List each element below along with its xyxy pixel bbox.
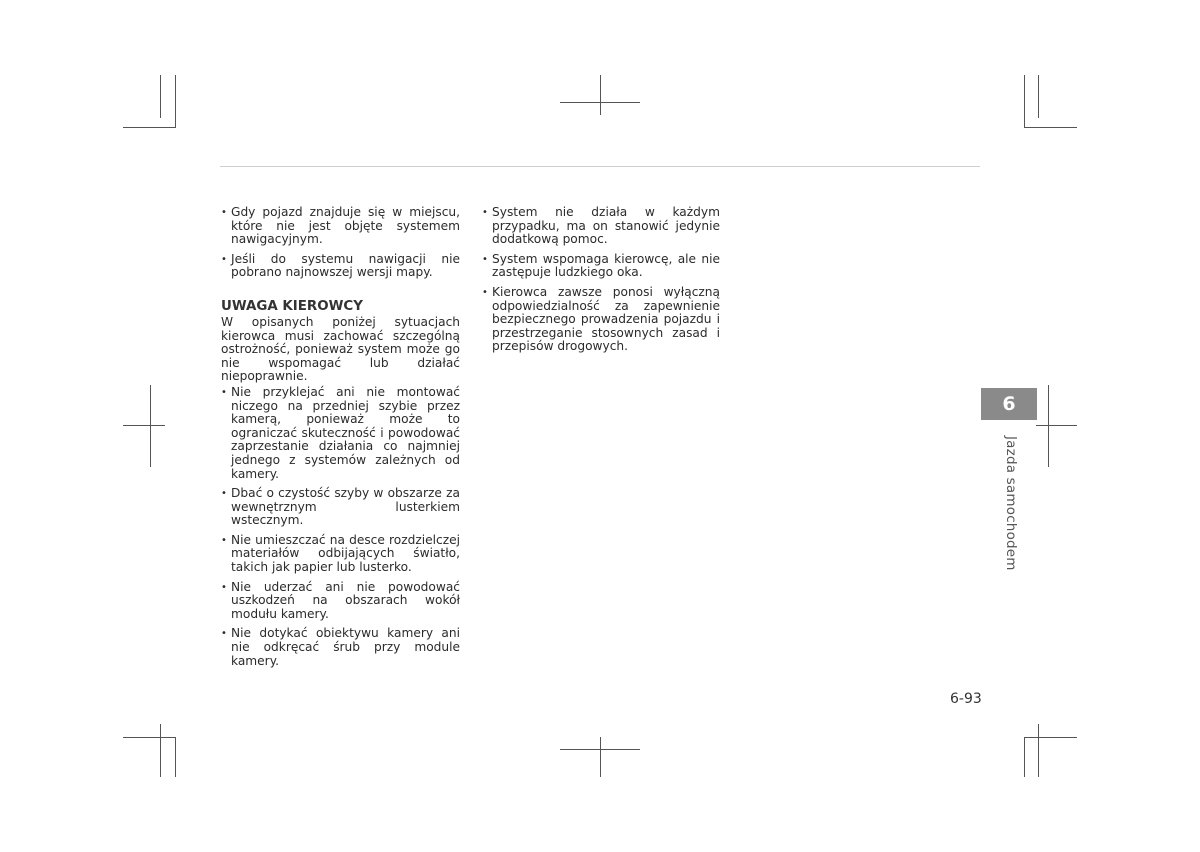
list-item: • Kierowca zawsze ponosi wyłączną odpowiedzialność za zapewnienie bezpiecznego prowadzenia pojazdu i przestrzeganie stosownych zasad i przepisów drogowych. [482, 286, 720, 354]
list-item: • Nie umieszczać na desce rozdzielczej materiałów odbijających światło, takich jak papier lub lusterko. [221, 534, 460, 575]
crop-mark [1024, 737, 1025, 777]
crop-mark [1024, 75, 1025, 128]
crop-mark [600, 75, 601, 115]
chapter-title: Jazda samochodem [1003, 436, 1019, 571]
crop-mark [150, 385, 151, 467]
warning-bullet-list [221, 386, 460, 668]
crop-mark [1036, 425, 1077, 426]
crop-mark [123, 737, 176, 738]
list-item: • Nie przyklejać ani nie montować niczego na przedniej szybie przez kamerą, ponieważ może to ograniczać skuteczność i powodować zaprzestanie działania co najmniej jednego z systemów zależnych od kamery. [221, 386, 460, 481]
list-item: • Nie uderzać ani nie powodować uszkodzeń na obszarach wokół modułu kamery. [221, 581, 460, 622]
intro-paragraph: W opisanych poniżej sytuacjach kierowca musi zachować szczególną ostrożność, ponieważ system może go nie wspomagać lub działać niepoprawnie. [221, 314, 460, 384]
right-column [482, 206, 720, 360]
crop-mark [160, 724, 161, 777]
crop-mark [600, 737, 601, 777]
list-item: • System nie działa w każdym przypadku, ma on stanowić jedynie dodatkową pomoc. [482, 206, 720, 247]
list-item: • Nie dotykać obiektywu kamery ani nie odkręcać śrub przy module kamery. [221, 627, 460, 668]
crop-mark [123, 425, 165, 426]
crop-mark [123, 127, 176, 128]
crop-mark [175, 75, 176, 128]
list-item: • Jeśli do systemu nawigacji nie pobrano najnowszej wersji mapy. [221, 253, 460, 280]
crop-mark [1048, 385, 1049, 467]
list-item: • Gdy pojazd znajduje się w miejscu, które nie jest objęte systemem nawigacyjnym. [221, 206, 460, 247]
top-bullet-list [221, 206, 460, 280]
crop-mark [175, 737, 176, 777]
list-item: • System wspomaga kierowcę, ale nie zastępuje ludzkiego oka. [482, 253, 720, 280]
right-bullet-list [482, 206, 720, 354]
crop-mark [1024, 127, 1077, 128]
list-item: • Dbać o czystość szyby w obszarze za wewnętrznym lusterkiem wstecznym. [221, 487, 460, 528]
header-rule [220, 166, 980, 167]
crop-mark [1024, 737, 1077, 738]
crop-mark [1038, 75, 1039, 118]
page-number: 6-93 [950, 691, 982, 707]
crop-mark [1038, 724, 1039, 777]
chapter-number-badge: 6 [981, 388, 1037, 420]
crop-mark [160, 75, 161, 118]
left-column [221, 206, 460, 674]
section-heading: UWAGA KIEROWCY [221, 298, 363, 314]
